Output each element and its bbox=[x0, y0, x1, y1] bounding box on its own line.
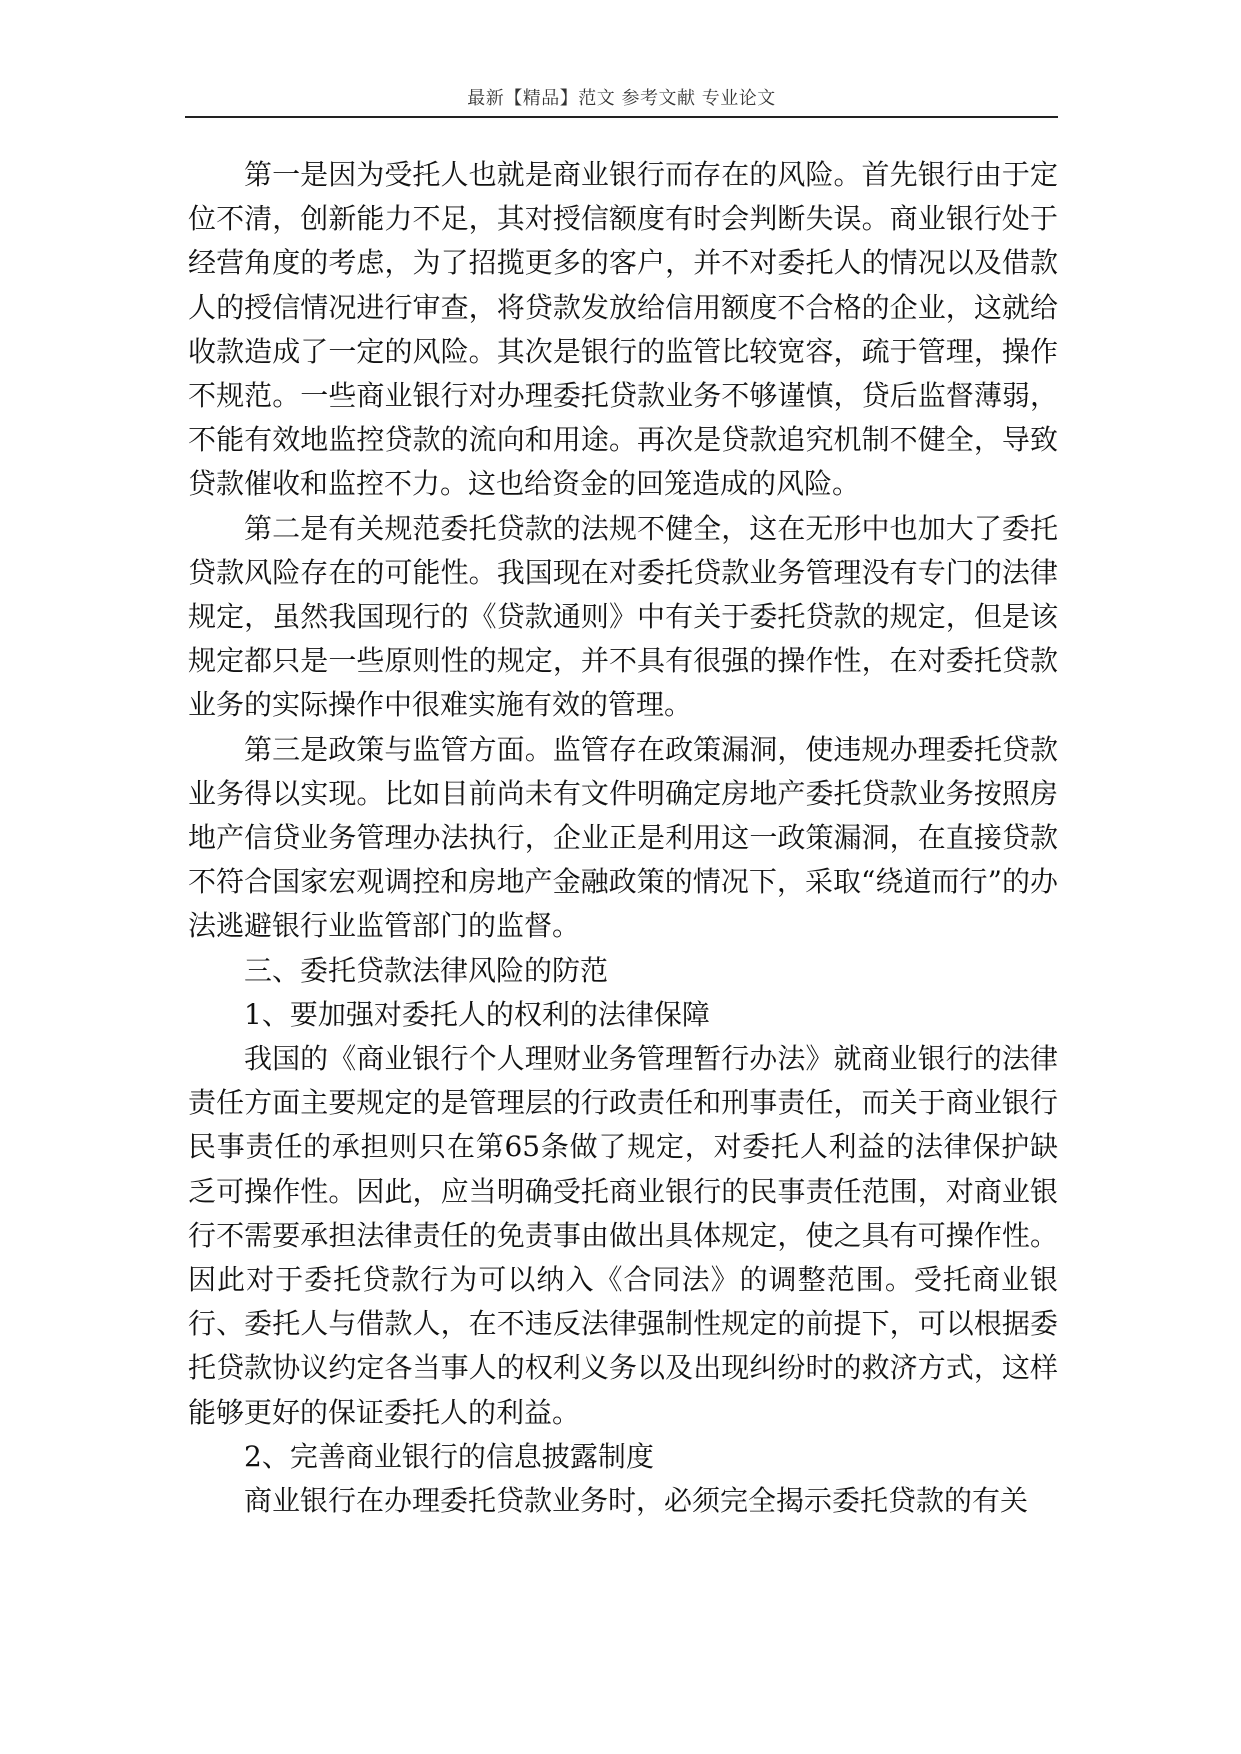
paragraph-disclosure-start: 商业银行在办理委托贷款业务时，必须完全揭示委托贷款的有关 bbox=[244, 1484, 1029, 1518]
subheading-protect-principal-rights: 1、要加强对委托人的权利的法律保障 bbox=[244, 997, 710, 1031]
page-header: 最新【精品】范文 参考文献 专业论文 bbox=[467, 88, 776, 109]
paragraph-regulation-gap: 第二是有关规范委托贷款的法规不健全，这在无形中也加大了委托贷款风险存在的可能性。我国现在对委托贷款业务管理没有专门的法律规定，虽然我国现行的《贷款通则》中有关于委托贷款的规定，但是该规定都只是一些原则性的规定，并不具有很强的操作性，在对委托贷款业务的实际操作中很难实施有效的管理。 bbox=[188, 511, 1058, 722]
paragraph-legal-liability: 我国的《商业银行个人理财业务管理暂行办法》就商业银行的法律责任方面主要规定的是管理层的行政责任和刑事责任，而关于商业银行民事责任的承担则只在第65条做了规定，对委托人利益的法律保护缺乏可操作性。因此，应当明确受托商业银行的民事责任范围，对商业银行不需要承担法律责任的免责事由做出具体规定，使之具有可操作性。因此对于委托贷款行为可以纳入《合同法》的调整范围。受托商业银行、委托人与借款人，在不违反法律强制性规定的前提下，可以根据委托贷款协议约定各当事人的权利义务以及出现纠纷时的救济方式，这样能够更好的保证委托人的利益。 bbox=[188, 1042, 1058, 1429]
header-divider bbox=[185, 116, 1058, 118]
subheading-information-disclosure: 2、完善商业银行的信息披露制度 bbox=[244, 1439, 654, 1473]
section-heading-risk-prevention: 三、委托贷款法律风险的防范 bbox=[244, 953, 609, 987]
document-body bbox=[188, 153, 1058, 1523]
paragraph-trustee-risk: 第一是因为受托人也就是商业银行而存在的风险。首先银行由于定位不清，创新能力不足，其对授信额度有时会判断失误。商业银行处于经营角度的考虑，为了招揽更多的客户，并不对委托人的情况以及借款人的授信情况进行审查，将贷款发放给信用额度不合格的企业，这就给收款造成了一定的风险。其次是银行的监管比较宽容，疏于管理，操作不规范。一些商业银行对办理委托贷款业务不够谨慎，贷后监督薄弱，不能有效地监控贷款的流向和用途。再次是贷款追究机制不健全，导致贷款催收和监控不力。这也给资金的回笼造成的风险。 bbox=[188, 158, 1058, 501]
paragraph-policy-supervision: 第三是政策与监管方面。监管存在政策漏洞，使违规办理委托贷款业务得以实现。比如目前尚未有文件明确定房地产委托贷款业务按照房地产信贷业务管理办法执行，企业正是利用这一政策漏洞，在直接贷款不符合国家宏观调控和房地产金融政策的情况下，采取“绕道而行”的办法逃避银行业监管部门的监督。 bbox=[188, 732, 1058, 943]
